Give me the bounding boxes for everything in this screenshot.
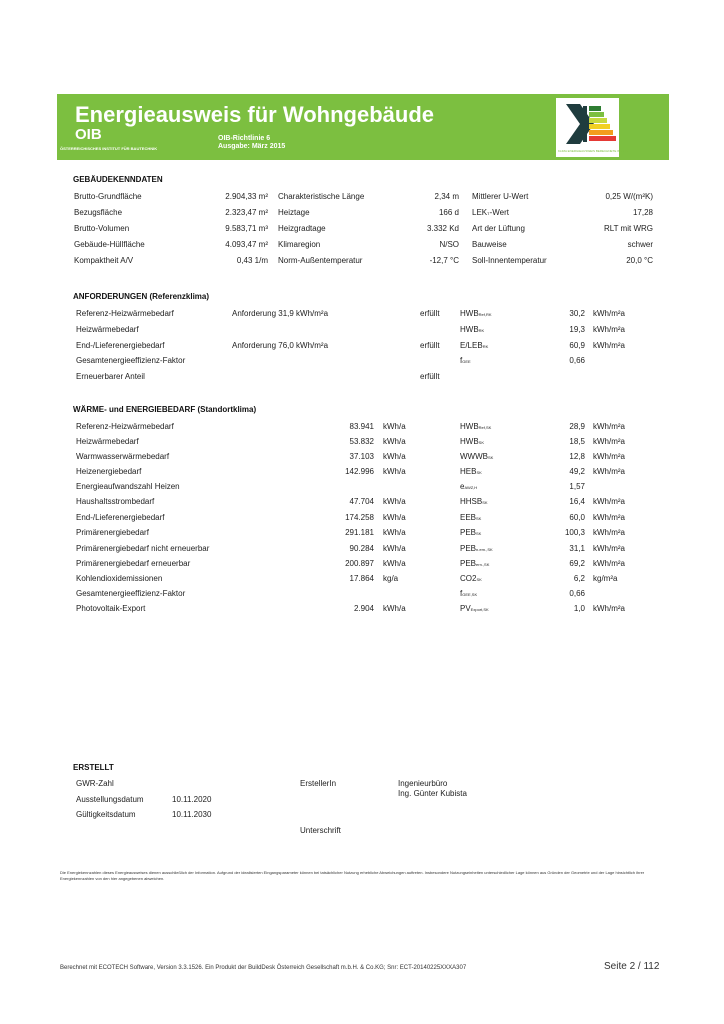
- bedarf-absolute: 90.284: [349, 544, 374, 553]
- bedarf-unit: kWh/m²a: [593, 604, 625, 613]
- anforderung-requirement: Anforderung 76,0 kWh/m²a: [232, 341, 329, 350]
- bedarf-absolute-unit: kWh/a: [383, 513, 406, 522]
- bedarf-absolute-unit: kWh/a: [383, 497, 406, 506]
- anforderung-value: 19,3: [569, 325, 585, 334]
- bedarf-label: Gesamtenergieeffizienz-Faktor: [76, 589, 186, 598]
- kenndaten-value: N/SO: [439, 240, 459, 249]
- bedarf-absolute: 47.704: [349, 497, 374, 506]
- bedarf-symbol: HHSBSK: [460, 497, 488, 506]
- section-title-bedarf: WÄRME- und ENERGIEBEDARF (Standortklima): [73, 405, 257, 414]
- bedarf-unit: kg/m²a: [593, 574, 618, 583]
- bedarf-symbol: HWBRef,SK: [460, 422, 492, 431]
- anforderung-label: Referenz-Heizwärmebedarf: [76, 309, 174, 318]
- bedarf-label: Energieaufwandszahl Heizen: [76, 482, 180, 491]
- kenndaten-value: 2.904,33 m²: [225, 192, 268, 201]
- bedarf-absolute: 142.996: [345, 467, 374, 476]
- kenndaten-label: Mittlerer U-Wert: [472, 192, 529, 201]
- kenndaten-value: 0,43 1/m: [236, 256, 268, 265]
- bedarf-symbol: fGEE,SK: [460, 589, 478, 598]
- bedarf-symbol: PEBn.ern.,SK: [460, 544, 493, 553]
- kenndaten-value: 17,28: [632, 208, 653, 217]
- energy-label-icon: [556, 98, 619, 150]
- kenndaten-label: Heizgradtage: [278, 224, 326, 233]
- page-number: Seite 2 / 112: [604, 961, 660, 972]
- software-footer: Berechnet mit ECOTECH Software, Version 3.3.1526. Ein Produkt der BuildDesk Österreich Gesellschaft m.b.H. & Co.KG; Snr: ECT-20140225XXXA307: [60, 965, 467, 971]
- kenndaten-value: RLT mit WRG: [603, 224, 653, 233]
- bedarf-symbol: PEBern.,SK: [460, 559, 490, 568]
- richtlinie-info: [218, 135, 285, 151]
- gueltigkeitsdatum-label: Gültigkeitsdatum: [76, 810, 136, 819]
- ausgabe-label: Ausgabe: März 2015: [218, 143, 286, 150]
- anforderung-value: 60,9: [569, 341, 585, 350]
- bedarf-symbol: HWBSK: [460, 437, 485, 446]
- bedarf-value: 6,2: [573, 574, 585, 583]
- kenndaten-value: 20,0 °C: [626, 256, 653, 265]
- anforderung-label: Gesamtenergieeffizienz-Faktor: [76, 356, 186, 365]
- kenndaten-label: Bezugsfläche: [74, 208, 123, 217]
- bedarf-absolute-unit: kWh/a: [383, 544, 406, 553]
- kenndaten-value: 2,34 m: [434, 192, 459, 201]
- disclaimer-footnote: Die Energiekennzahlen dieses Energieausweises dienen ausschließlich der Information. Aufgrund der idealisierten Eingangsparameter können bei tatsächlicher Nutzung erhebliche Abweichungen auftreten. Insbesondere Nutzungseinheiten unterschiedlicher Lage können aus Gründen der Geometrie und der Lage hinsichtlich ihrer Energiekennzahlen von den hier angegebenen abweichen.: [60, 870, 645, 881]
- logo-caption: KLIMA ENERGIEAUSWEIS BERECHNETE WERTE: [558, 149, 628, 153]
- energy-logo: [556, 98, 628, 157]
- bedarf-absolute-unit: kWh/a: [383, 437, 406, 446]
- bedarf-unit: kWh/m²a: [593, 422, 625, 431]
- bedarf-absolute: 174.258: [345, 513, 374, 522]
- bedarf-absolute-unit: kWh/a: [383, 422, 406, 431]
- bedarf-value: 28,9: [569, 422, 585, 431]
- anforderung-symbol: E/LEBRK: [460, 341, 489, 350]
- kenndaten-value: 2.323,47 m²: [225, 208, 268, 217]
- oib-label: OIB: [75, 126, 102, 143]
- kenndaten-label: Heiztage: [278, 208, 310, 217]
- bedarf-value: 18,5: [569, 437, 585, 446]
- bedarf-value: 49,2: [569, 467, 585, 476]
- section-title-kenndaten: GEBÄUDEKENNDATEN: [73, 175, 163, 184]
- bedarf-absolute: 17.864: [349, 574, 374, 583]
- bedarf-value: 1,57: [569, 482, 585, 491]
- section-title-anforderungen: ANFORDERUNGEN (Referenzklima): [73, 292, 210, 301]
- bedarf-value: 31,1: [569, 544, 585, 553]
- ersteller-line2: Ing. Günter Kubista: [398, 789, 467, 798]
- ersteller-label: ErstellerIn: [300, 779, 337, 788]
- anforderung-label: End-/Lieferenergiebedarf: [76, 341, 165, 350]
- anforderung-unit: kWh/m²a: [593, 341, 625, 350]
- bedarf-symbol: HEBSK: [460, 467, 482, 476]
- kenndaten-value: 3.332 Kd: [426, 224, 459, 233]
- bedarf-absolute-unit: kWh/a: [383, 604, 406, 613]
- bedarf-label: End-/Lieferenergiebedarf: [76, 513, 165, 522]
- bedarf-unit: kWh/m²a: [593, 497, 625, 506]
- bedarf-unit: kWh/m²a: [593, 559, 625, 568]
- richtlinie-label: OIB-Richtlinie 6: [218, 135, 271, 142]
- kenndaten-label: Brutto-Grundfläche: [74, 192, 142, 201]
- kenndaten-label: Art der Lüftung: [472, 224, 525, 233]
- anforderung-value: 0,66: [569, 356, 585, 365]
- kenndaten-value: schwer: [627, 240, 653, 249]
- bedarf-absolute-unit: kWh/a: [383, 452, 406, 461]
- ausstellungsdatum-label: Ausstellungsdatum: [76, 795, 144, 804]
- anforderung-unit: kWh/m²a: [593, 309, 625, 318]
- institute-name: ÖSTERREICHISCHES INSTITUT FÜR BAUTECHNIK: [60, 146, 158, 151]
- bedarf-absolute: 37.103: [349, 452, 374, 461]
- unterschrift-label: Unterschrift: [300, 826, 341, 835]
- bedarf-symbol: WWWBSK: [460, 452, 494, 461]
- bedarf-label: Haushaltsstrombedarf: [76, 497, 155, 506]
- anforderung-symbol: fGEE: [460, 356, 471, 365]
- bedarf-symbol: PVExport,SK: [460, 604, 489, 613]
- bedarf-value: 1,0: [573, 604, 585, 613]
- bedarf-absolute: 83.941: [349, 422, 374, 431]
- bedarf-label: Heizwärmebedarf: [76, 437, 139, 446]
- bedarf-label: Photovoltaik-Export: [76, 604, 146, 613]
- anforderung-requirement: Anforderung 31,9 kWh/m²a: [232, 309, 329, 318]
- bedarf-label: Primärenergiebedarf nicht erneuerbar: [76, 544, 210, 553]
- ersteller-line1: Ingenieurbüro: [398, 779, 448, 788]
- kenndaten-label: Charakteristische Länge: [278, 192, 365, 201]
- bedarf-value: 16,4: [569, 497, 585, 506]
- bedarf-unit: kWh/m²a: [593, 452, 625, 461]
- gueltigkeitsdatum-value: 10.11.2030: [172, 810, 212, 819]
- bedarf-absolute: 2.904: [353, 604, 374, 613]
- kenndaten-label: Bauweise: [472, 240, 507, 249]
- anforderung-unit: kWh/m²a: [593, 325, 625, 334]
- bedarf-label: Kohlendioxidemissionen: [76, 574, 163, 583]
- bedarf-unit: kWh/m²a: [593, 544, 625, 553]
- kenndaten-value: 4.093,47 m²: [225, 240, 268, 249]
- bedarf-absolute-unit: kWh/a: [383, 559, 406, 568]
- bedarf-symbol: eAWZ,H: [460, 482, 478, 491]
- bedarf-value: 69,2: [569, 559, 585, 568]
- kenndaten-value: 9.583,71 m³: [225, 224, 268, 233]
- bedarf-label: Heizenergiebedarf: [76, 467, 142, 476]
- bedarf-value: 100,3: [564, 528, 585, 537]
- bedarf-unit: kWh/m²a: [593, 528, 625, 537]
- bedarf-absolute-unit: kWh/a: [383, 528, 406, 537]
- kenndaten-label: Klimaregion: [278, 240, 321, 249]
- anforderung-label: Erneuerbarer Anteil: [76, 372, 145, 381]
- anforderung-symbol: HWBRef,RK: [460, 309, 492, 318]
- bedarf-label: Referenz-Heizwärmebedarf: [76, 422, 174, 431]
- anforderung-status: erfüllt: [420, 341, 440, 350]
- bedarf-value: 12,8: [569, 452, 585, 461]
- bedarf-absolute: 200.897: [345, 559, 374, 568]
- kenndaten-value: -12,7 °C: [429, 256, 459, 265]
- kenndaten-value: 166 d: [438, 208, 459, 217]
- bedarf-label: Primärenergiebedarf: [76, 528, 149, 537]
- kenndaten-label: Kompaktheit A/V: [74, 256, 134, 265]
- section-title-erstellt: ERSTELLT: [73, 763, 114, 772]
- bedarf-symbol: CO2SK: [460, 574, 482, 583]
- ausstellungsdatum-value: 10.11.2020: [172, 795, 212, 804]
- bedarf-value: 0,66: [569, 589, 585, 598]
- anforderung-label: Heizwärmebedarf: [76, 325, 139, 334]
- bedarf-symbol: PEBSK: [460, 528, 482, 537]
- anforderung-status: erfüllt: [420, 309, 440, 318]
- bedarf-label: Primärenergiebedarf erneuerbar: [76, 559, 191, 568]
- bedarf-unit: kWh/m²a: [593, 467, 625, 476]
- kenndaten-label: Norm-Außentemperatur: [278, 256, 363, 265]
- bedarf-unit: kWh/m²a: [593, 513, 625, 522]
- bedarf-value: 60,0: [569, 513, 585, 522]
- kenndaten-label: Brutto-Volumen: [74, 224, 130, 233]
- kenndaten-label: LEKT-Wert: [472, 208, 509, 217]
- document-title: Energieausweis für Wohngebäude: [75, 102, 434, 127]
- bedarf-absolute: 53.832: [349, 437, 374, 446]
- bedarf-symbol: EEBSK: [460, 513, 482, 522]
- anforderung-symbol: HWBRK: [460, 325, 485, 334]
- bedarf-label: Warmwasserwärmebedarf: [76, 452, 170, 461]
- header-banner: [57, 94, 669, 160]
- bedarf-absolute-unit: kWh/a: [383, 467, 406, 476]
- bedarf-absolute: 291.181: [345, 528, 374, 537]
- anforderung-status: erfüllt: [420, 372, 440, 381]
- anforderung-value: 30,2: [569, 309, 585, 318]
- kenndaten-label: Soll-Innentemperatur: [472, 256, 547, 265]
- bedarf-absolute-unit: kg/a: [383, 574, 399, 583]
- gwr-label: GWR-Zahl: [76, 779, 114, 788]
- kenndaten-value: 0,25 W/(m²K): [605, 192, 653, 201]
- kenndaten-label: Gebäude-Hüllfläche: [74, 240, 145, 249]
- bedarf-unit: kWh/m²a: [593, 437, 625, 446]
